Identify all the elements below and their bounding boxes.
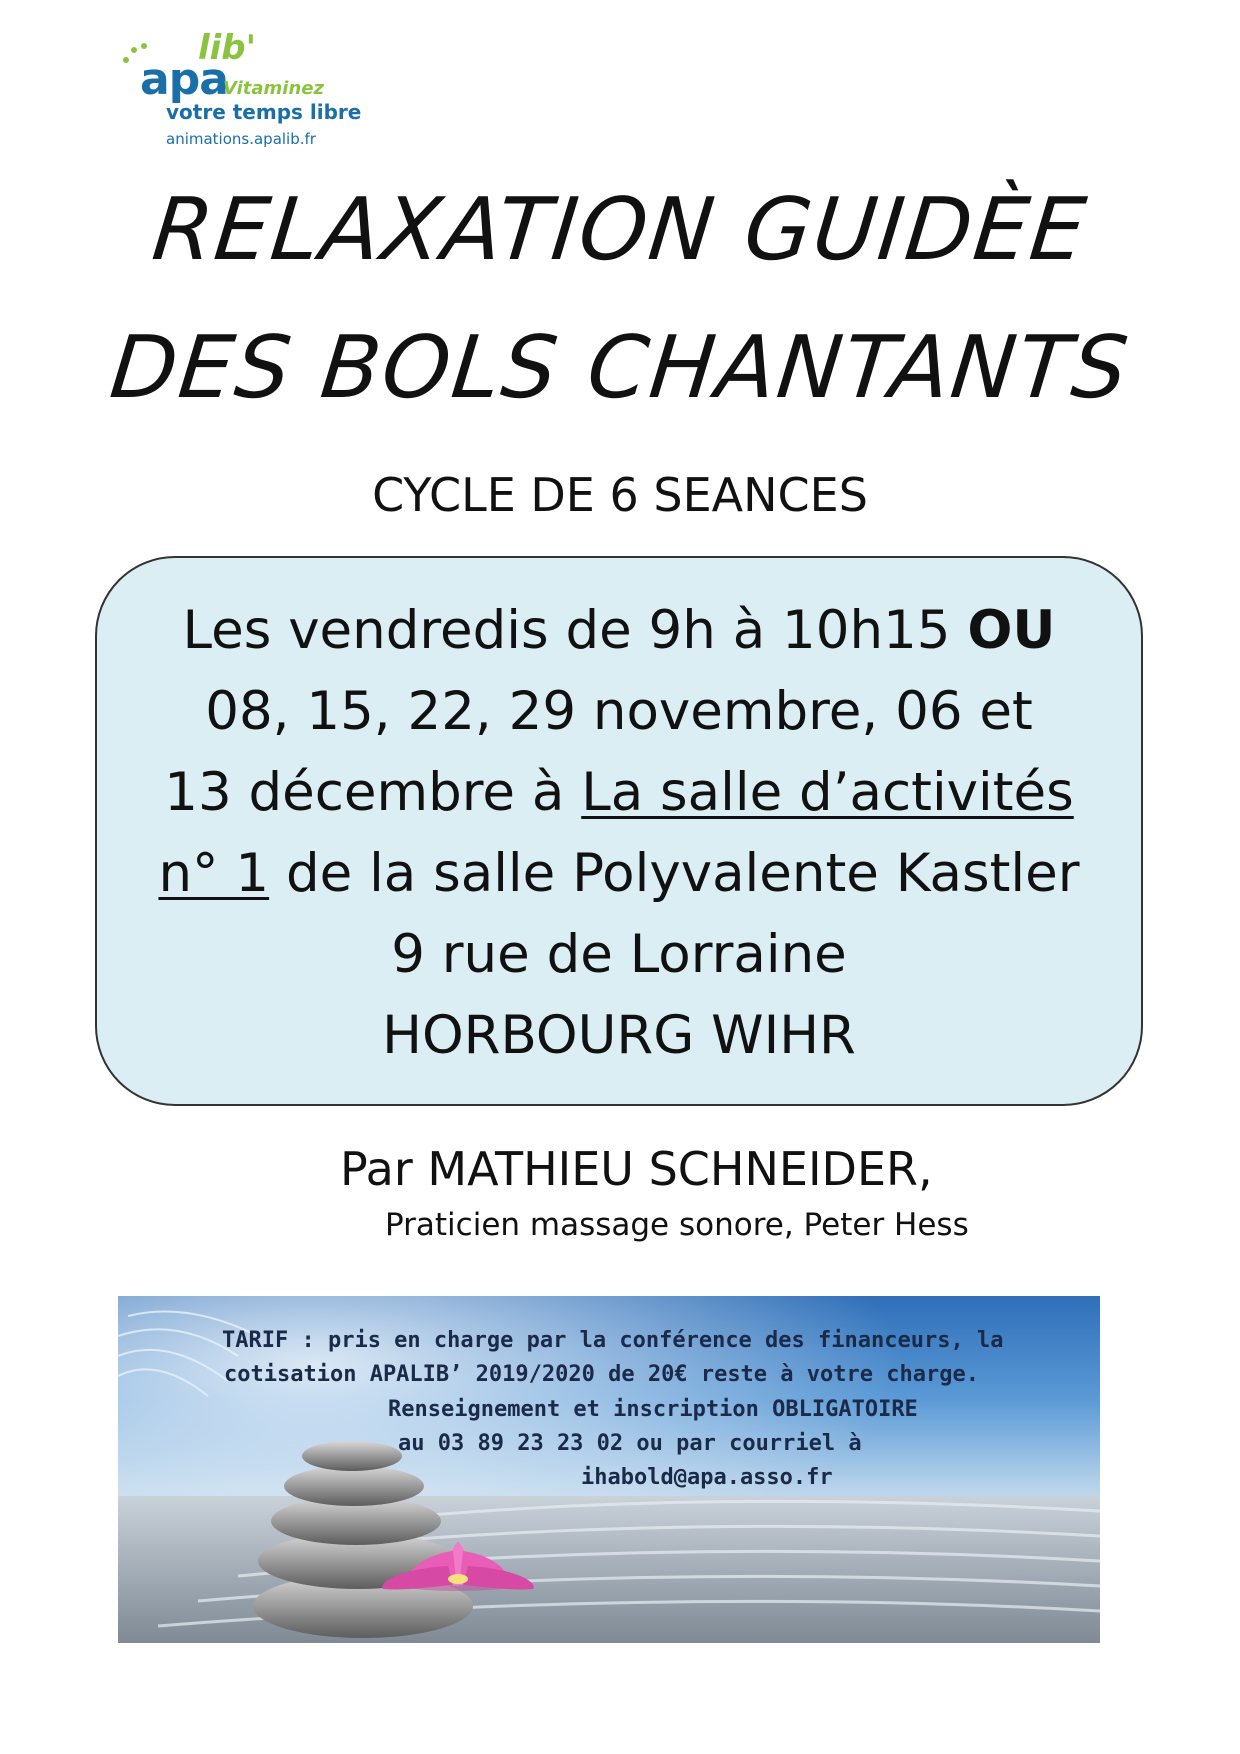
logo-brand-accent: lib' [198,28,257,68]
schedule-box [95,556,1143,1106]
schedule-line-1-text: Les vendredis de 9h à 10h15 [182,600,968,661]
logo-slogan-word: Vitaminez [223,78,324,99]
banner-line-1: TARIF : pris en charge par la conférence des financeurs, la [222,1328,1004,1353]
banner-email: ihabold@apa.asso.fr [581,1465,833,1490]
schedule-or-label: OU [967,600,1056,661]
logo-website: animations.apalib.fr [166,130,316,148]
banner-line-4: au 03 89 23 23 02 ou par courriel à [398,1431,862,1456]
banner-line-3: Renseignement et inscription OBLIGATOIRE [388,1397,918,1422]
schedule-line-1 [97,590,1141,671]
schedule-venue-room: La salle d’activités [581,762,1074,823]
info-banner [118,1296,1100,1643]
title-line-1: RELAXATION GUIDÈE [148,180,1092,280]
apalib-logo [118,28,362,153]
logo-tagline: votre temps libre [166,100,362,124]
schedule-city: HORBOURG WIHR [382,1005,856,1066]
subtitle: CYCLE DE 6 SEANCES [372,468,868,522]
schedule-line-3 [97,752,1141,833]
logo-brand-main: apa [140,54,228,105]
schedule-line-4-text: de la salle Polyvalente Kastler [269,843,1080,904]
schedule-line-4 [97,833,1141,914]
schedule-street: 9 rue de Lorraine [391,924,847,985]
banner-line-2: cotisation APALIB’ 2019/2020 de 20€ reste à votre charge. [224,1362,979,1387]
presenter-role: Praticien massage sonore, Peter Hess [385,1207,969,1243]
schedule-line-2: 08, 15, 22, 29 novembre, 06 et [205,681,1033,742]
schedule-line-3-text: 13 décembre à [164,762,582,823]
title-line-2: DES BOLS CHANTANTS [105,318,1135,418]
schedule-room-number: n° 1 [158,843,270,904]
presenter-name: Par MATHIEU SCHNEIDER, [340,1142,933,1196]
